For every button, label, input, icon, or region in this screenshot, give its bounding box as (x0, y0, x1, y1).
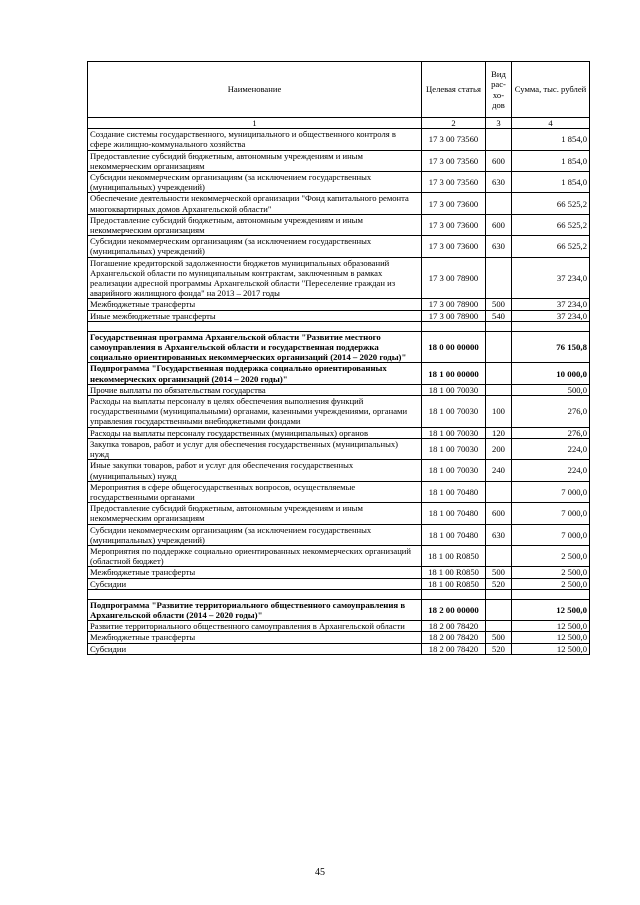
code-cell: 17 3 00 73560 (422, 172, 486, 193)
name-cell: Мероприятия по поддержке социально ориентированных некоммерческих организаций (областной бюджет) (88, 545, 422, 566)
code-cell: 18 1 00 00000 (422, 363, 486, 384)
vid-cell: 600 (486, 503, 512, 524)
vid-cell (486, 331, 512, 363)
name-cell: Предоставление субсидий бюджетным, автономным учреждениям и иным некоммерческим организациям (88, 214, 422, 235)
vid-cell: 630 (486, 236, 512, 257)
vid-cell: 600 (486, 214, 512, 235)
name-cell: Субсидии некоммерческим организациям (за исключением государственных (муниципальных) учреждений) (88, 172, 422, 193)
vid-cell: 240 (486, 460, 512, 481)
sum-cell: 7 000,0 (512, 481, 590, 502)
sum-cell: 276,0 (512, 396, 590, 428)
name-cell: Мероприятия в сфере общегосударственных вопросов, осуществляемые государственными органами (88, 481, 422, 502)
table-row (88, 236, 590, 257)
vid-cell (486, 129, 512, 150)
spacer-row (88, 321, 590, 331)
code-cell: 18 1 00 70480 (422, 481, 486, 502)
code-cell: 18 1 00 R0850 (422, 545, 486, 566)
vid-cell: 500 (486, 299, 512, 310)
table-row (88, 621, 590, 632)
header-sum: Сумма, тыс. рублей (512, 62, 590, 118)
column-number: 1 (88, 118, 422, 129)
program-row (88, 363, 590, 384)
name-cell: Предоставление субсидий бюджетным, автономным учреждениям и иным некоммерческим организациям (88, 150, 422, 171)
code-cell: 18 1 00 70030 (422, 427, 486, 438)
code-cell: 18 1 00 R0850 (422, 578, 486, 589)
code-cell: 17 3 00 73600 (422, 236, 486, 257)
name-cell: Погашение кредиторской задолженности бюджетов муниципальных образований Архангельской области по муниципальным контрактам, заключенным в рамках реализации адресной программы Архангельской области "Переселение граждан из аварийного жилищного фонда" на 2013 – 2017 годы (88, 257, 422, 299)
name-cell: Межбюджетные трансферты (88, 567, 422, 578)
table-row (88, 545, 590, 566)
code-cell: 17 3 00 78900 (422, 310, 486, 321)
name-cell: Подпрограмма "Государственная поддержка социально ориентированных некоммерческих организаций (2014 – 2020 годы)" (88, 363, 422, 384)
name-cell: Субсидии некоммерческим организациям (за исключением государственных (муниципальных) учреждений) (88, 524, 422, 545)
page-number: 45 (315, 867, 325, 878)
name-cell: Межбюджетные трансферты (88, 299, 422, 310)
table-row (88, 632, 590, 643)
sum-cell: 7 000,0 (512, 524, 590, 545)
table-row (88, 460, 590, 481)
code-cell (422, 589, 486, 599)
column-number: 3 (486, 118, 512, 129)
header-vid: Вид рас-хо-дов (486, 62, 512, 118)
table-row (88, 567, 590, 578)
column-number: 4 (512, 118, 590, 129)
sum-cell: 12 500,0 (512, 599, 590, 620)
code-cell: 18 1 00 70030 (422, 396, 486, 428)
sum-cell: 2 500,0 (512, 578, 590, 589)
name-cell: Субсидии некоммерческим организациям (за исключением государственных (муниципальных) учреждений) (88, 236, 422, 257)
vid-cell (486, 545, 512, 566)
sum-cell: 276,0 (512, 427, 590, 438)
vid-cell: 120 (486, 427, 512, 438)
sum-cell: 12 500,0 (512, 621, 590, 632)
vid-cell: 600 (486, 150, 512, 171)
sum-cell: 224,0 (512, 460, 590, 481)
table-body (88, 129, 590, 655)
table-header-row (88, 62, 590, 118)
name-cell (88, 589, 422, 599)
code-cell: 18 1 00 70030 (422, 384, 486, 395)
sum-cell: 1 854,0 (512, 172, 590, 193)
name-cell: Закупка товаров, работ и услуг для обеспечения государственных (муниципальных) нужд (88, 438, 422, 459)
vid-cell (486, 589, 512, 599)
name-cell: Обеспечение деятельности некоммерческой организации "Фонд капитального ремонта многоквартирных домов Архангельской области" (88, 193, 422, 214)
table-row (88, 427, 590, 438)
code-cell: 18 1 00 R0850 (422, 567, 486, 578)
sum-cell: 500,0 (512, 384, 590, 395)
name-cell: Расходы на выплаты персоналу в целях обеспечения выполнения функций государственными (муниципальными) органами, казенными учреждениями, органами управления государственными внебюджетными фондами (88, 396, 422, 428)
vid-cell (486, 257, 512, 299)
column-number: 2 (422, 118, 486, 129)
code-cell (422, 321, 486, 331)
header-code: Целевая статья (422, 62, 486, 118)
code-cell: 17 3 00 78900 (422, 299, 486, 310)
sum-cell: 2 500,0 (512, 545, 590, 566)
sum-cell: 66 525,2 (512, 193, 590, 214)
table-row (88, 310, 590, 321)
sum-cell: 76 150,8 (512, 331, 590, 363)
name-cell: Развитие территориального общественного самоуправления в Архангельской области (88, 621, 422, 632)
spacer-row (88, 589, 590, 599)
vid-cell: 540 (486, 310, 512, 321)
column-number-row (88, 118, 590, 129)
code-cell: 17 3 00 73560 (422, 150, 486, 171)
name-cell: Расходы на выплаты персоналу государственных (муниципальных) органов (88, 427, 422, 438)
code-cell: 18 1 00 70480 (422, 524, 486, 545)
vid-cell: 500 (486, 632, 512, 643)
sum-cell: 224,0 (512, 438, 590, 459)
name-cell: Субсидии (88, 643, 422, 654)
table-row (88, 257, 590, 299)
vid-cell: 100 (486, 396, 512, 428)
table-row (88, 299, 590, 310)
vid-cell (486, 363, 512, 384)
sum-cell: 7 000,0 (512, 503, 590, 524)
table-row (88, 524, 590, 545)
vid-cell (486, 599, 512, 620)
sum-cell: 66 525,2 (512, 214, 590, 235)
vid-cell: 500 (486, 567, 512, 578)
program-row (88, 599, 590, 620)
sum-cell: 1 854,0 (512, 129, 590, 150)
sum-cell: 37 234,0 (512, 310, 590, 321)
sum-cell: 12 500,0 (512, 643, 590, 654)
sum-cell (512, 321, 590, 331)
name-cell: Прочие выплаты по обязательствам государства (88, 384, 422, 395)
vid-cell (486, 321, 512, 331)
table-row (88, 396, 590, 428)
sum-cell: 1 854,0 (512, 150, 590, 171)
vid-cell (486, 481, 512, 502)
name-cell: Подпрограмма "Развитие территориального общественного самоуправления в Архангельской области (2014 – 2020 годы)" (88, 599, 422, 620)
table-row (88, 129, 590, 150)
program-row (88, 331, 590, 363)
code-cell: 18 2 00 78420 (422, 643, 486, 654)
sum-cell: 66 525,2 (512, 236, 590, 257)
table-row (88, 193, 590, 214)
table-row (88, 172, 590, 193)
sum-cell: 12 500,0 (512, 632, 590, 643)
sum-cell (512, 589, 590, 599)
code-cell: 18 0 00 00000 (422, 331, 486, 363)
table-row (88, 481, 590, 502)
table-row (88, 578, 590, 589)
vid-cell: 200 (486, 438, 512, 459)
code-cell: 18 1 00 70480 (422, 503, 486, 524)
table-row (88, 503, 590, 524)
code-cell: 18 2 00 78420 (422, 632, 486, 643)
code-cell: 17 3 00 73600 (422, 193, 486, 214)
sum-cell: 2 500,0 (512, 567, 590, 578)
code-cell: 17 3 00 78900 (422, 257, 486, 299)
header-name: Наименование (88, 62, 422, 118)
name-cell: Государственная программа Архангельской области "Развитие местного самоуправления в Архангельской области и государственная поддержка социально ориентированных некоммерческих организаций (2014 – 2020 годы)" (88, 331, 422, 363)
name-cell: Иные закупки товаров, работ и услуг для обеспечения государственных (муниципальных) нужд (88, 460, 422, 481)
vid-cell: 520 (486, 643, 512, 654)
vid-cell: 520 (486, 578, 512, 589)
code-cell: 18 1 00 70030 (422, 460, 486, 481)
budget-table (87, 61, 590, 655)
table-row (88, 214, 590, 235)
code-cell: 18 2 00 00000 (422, 599, 486, 620)
table-row (88, 643, 590, 654)
name-cell (88, 321, 422, 331)
name-cell: Субсидии (88, 578, 422, 589)
vid-cell (486, 384, 512, 395)
sum-cell: 37 234,0 (512, 257, 590, 299)
code-cell: 17 3 00 73600 (422, 214, 486, 235)
name-cell: Иные межбюджетные трансферты (88, 310, 422, 321)
table-row (88, 438, 590, 459)
name-cell: Межбюджетные трансферты (88, 632, 422, 643)
code-cell: 17 3 00 73560 (422, 129, 486, 150)
vid-cell: 630 (486, 524, 512, 545)
vid-cell: 630 (486, 172, 512, 193)
table-row (88, 384, 590, 395)
code-cell: 18 1 00 70030 (422, 438, 486, 459)
name-cell: Создание системы государственного, муниципального и общественного контроля в сфере жилищно-коммунального хозяйства (88, 129, 422, 150)
sum-cell: 37 234,0 (512, 299, 590, 310)
name-cell: Предоставление субсидий бюджетным, автономным учреждениям и иным некоммерческим организациям (88, 503, 422, 524)
sum-cell: 10 000,0 (512, 363, 590, 384)
table-row (88, 150, 590, 171)
vid-cell (486, 193, 512, 214)
code-cell: 18 2 00 78420 (422, 621, 486, 632)
vid-cell (486, 621, 512, 632)
